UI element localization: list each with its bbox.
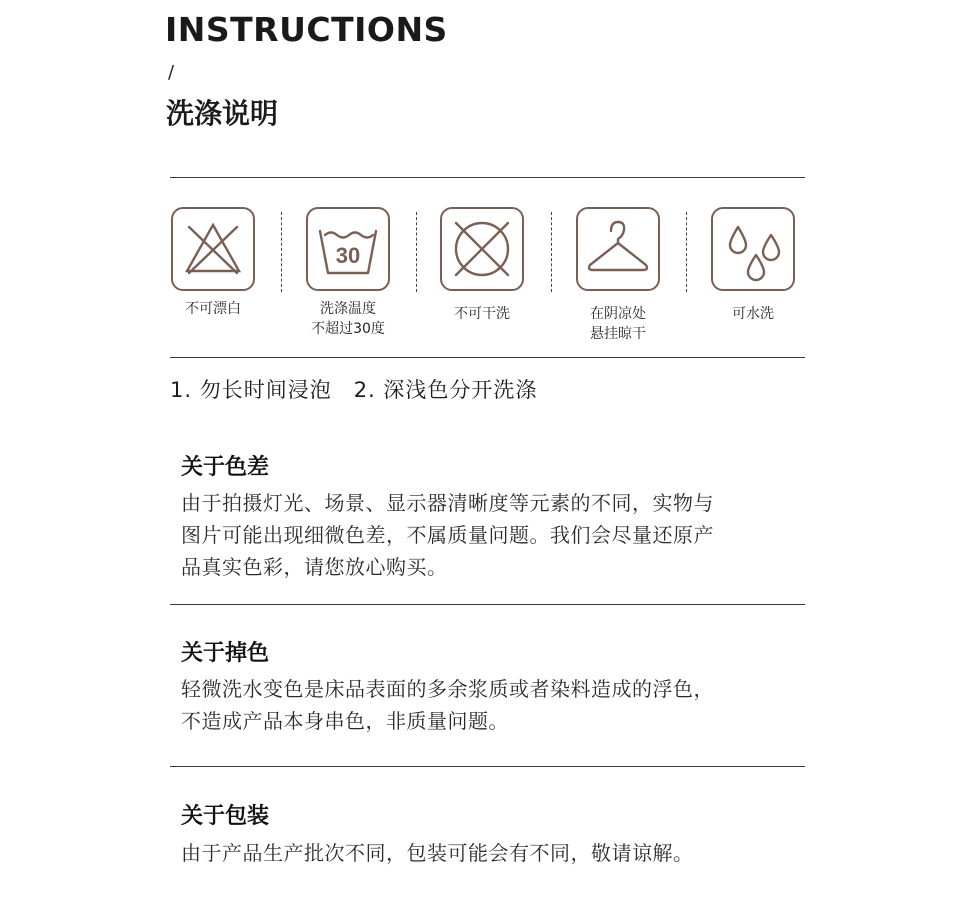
section-title-packaging: 关于包装 xyxy=(181,804,270,829)
section-body-packaging: 由于产品生产批次不同，包装可能会有不同，敬请谅解。 xyxy=(181,841,694,865)
section-title-fading: 关于掉色 xyxy=(181,641,270,666)
divider-section-1 xyxy=(170,604,805,605)
divider-top xyxy=(170,177,805,178)
section-body-color-difference: 由于拍摄灯光、场景、显示器清晰度等元素的不同，实物与 图片可能出现细微色差，不属质量问题。我们会尽量还原产 品真实色彩，请您放心购买。 xyxy=(181,491,714,579)
icon-divider xyxy=(416,212,417,292)
no-tumble-dry-icon xyxy=(440,207,524,291)
machine-washable-label: 可水洗 xyxy=(732,306,774,322)
wash-30-degrees-icon xyxy=(306,207,390,291)
page-title-cn: 洗涤说明 xyxy=(166,97,279,130)
title-separator: / xyxy=(168,62,175,83)
no-bleach-icon xyxy=(171,207,255,291)
hanger-icon xyxy=(576,207,660,291)
icon-divider xyxy=(551,212,552,292)
icon-divider xyxy=(281,212,282,292)
washing-tips xyxy=(170,374,537,404)
no-bleach-label: 不可漂白 xyxy=(185,301,241,317)
water-drops-icon xyxy=(711,207,795,291)
wash-temperature-label: 洗涤温度 不超过30度 xyxy=(311,301,385,337)
tip-no-soak: 1. 勿长时间浸泡 xyxy=(170,378,332,402)
page-title-en: INSTRUCTIONS xyxy=(165,10,448,49)
divider-icons xyxy=(170,357,805,358)
no-dry-clean-label: 不可干洗 xyxy=(454,306,510,322)
tip-separate-colors: 2. 深浅色分开洗涤 xyxy=(353,378,538,402)
hang-dry-label: 在阴凉处 悬挂晾干 xyxy=(590,306,646,342)
icon-divider xyxy=(686,212,687,292)
section-title-color-difference: 关于色差 xyxy=(181,455,270,480)
wash-temperature-value: 30 xyxy=(335,243,361,268)
section-body-fading: 轻微洗水变色是床品表面的多余浆质或者染料造成的浮色， 不造成产品本身串色，非质量问题。 xyxy=(181,677,714,733)
divider-section-2 xyxy=(170,766,805,767)
